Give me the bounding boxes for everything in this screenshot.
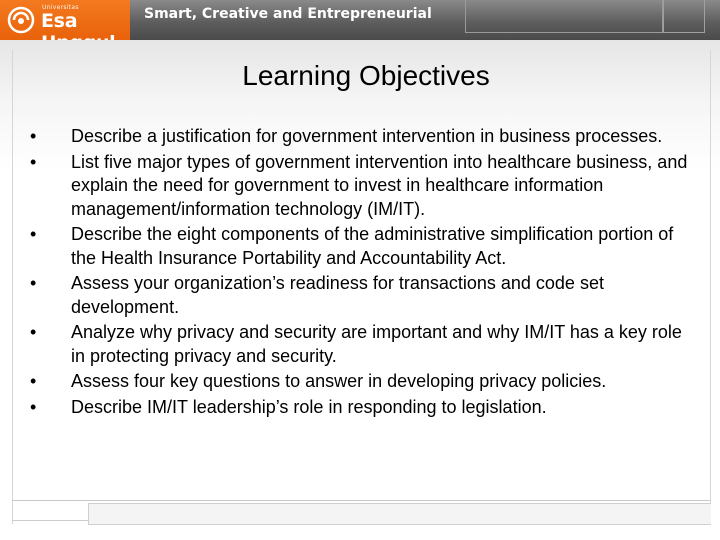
university-logo: [0, 0, 130, 40]
logo-subtitle: Universitas: [42, 4, 79, 11]
list-item: [30, 125, 690, 149]
objective-text: Describe a justification for government intervention in business processes.: [71, 126, 663, 146]
header-decor-box-small: [663, 0, 705, 33]
bullet-icon: •: [30, 322, 37, 342]
list-item: [30, 151, 690, 222]
objective-text: Describe IM/IT leadership’s role in responding to legislation.: [71, 396, 547, 417]
objective-text: Assess four key questions to answer in developing privacy policies.: [71, 371, 607, 391]
objective-text: Assess your organization’s readiness for transactions and code set development.: [71, 273, 604, 317]
logo-name: Esa: [41, 10, 78, 32]
list-item: [30, 321, 690, 368]
objectives-list: [30, 125, 690, 421]
slide-title: Learning Objectives: [242, 60, 490, 91]
footer-accent-line: [12, 520, 88, 521]
list-item: [30, 370, 690, 394]
header-decor-box: [465, 0, 663, 33]
objective-text: List five major types of government intervention into healthcare business, and explain the need for government to invest in healthcare information management/information technology (IM/IT).: [71, 151, 688, 219]
header-bar: [0, 0, 720, 40]
bullet-icon: •: [30, 273, 37, 293]
footer-divider: [12, 500, 710, 501]
footer-bar: [88, 503, 711, 525]
bullet-icon: •: [30, 396, 37, 417]
bullet-icon: •: [30, 126, 37, 146]
objective-text: Analyze why privacy and security are important and why IM/IT has a key role in protecting privacy and security.: [71, 322, 682, 366]
list-item: [30, 272, 690, 319]
logo-emblem-icon: [7, 6, 35, 34]
list-item: [30, 223, 690, 270]
bullet-icon: •: [30, 151, 37, 172]
objective-text: Describe the eight components of the administrative simplification portion of the Health Insurance Portability and Accountability Act.: [71, 224, 674, 268]
bullet-icon: •: [30, 371, 37, 391]
bullet-icon: •: [30, 224, 37, 244]
list-item: [30, 396, 690, 420]
header-tagline: Smart, Creative and Entrepreneurial: [144, 6, 432, 22]
